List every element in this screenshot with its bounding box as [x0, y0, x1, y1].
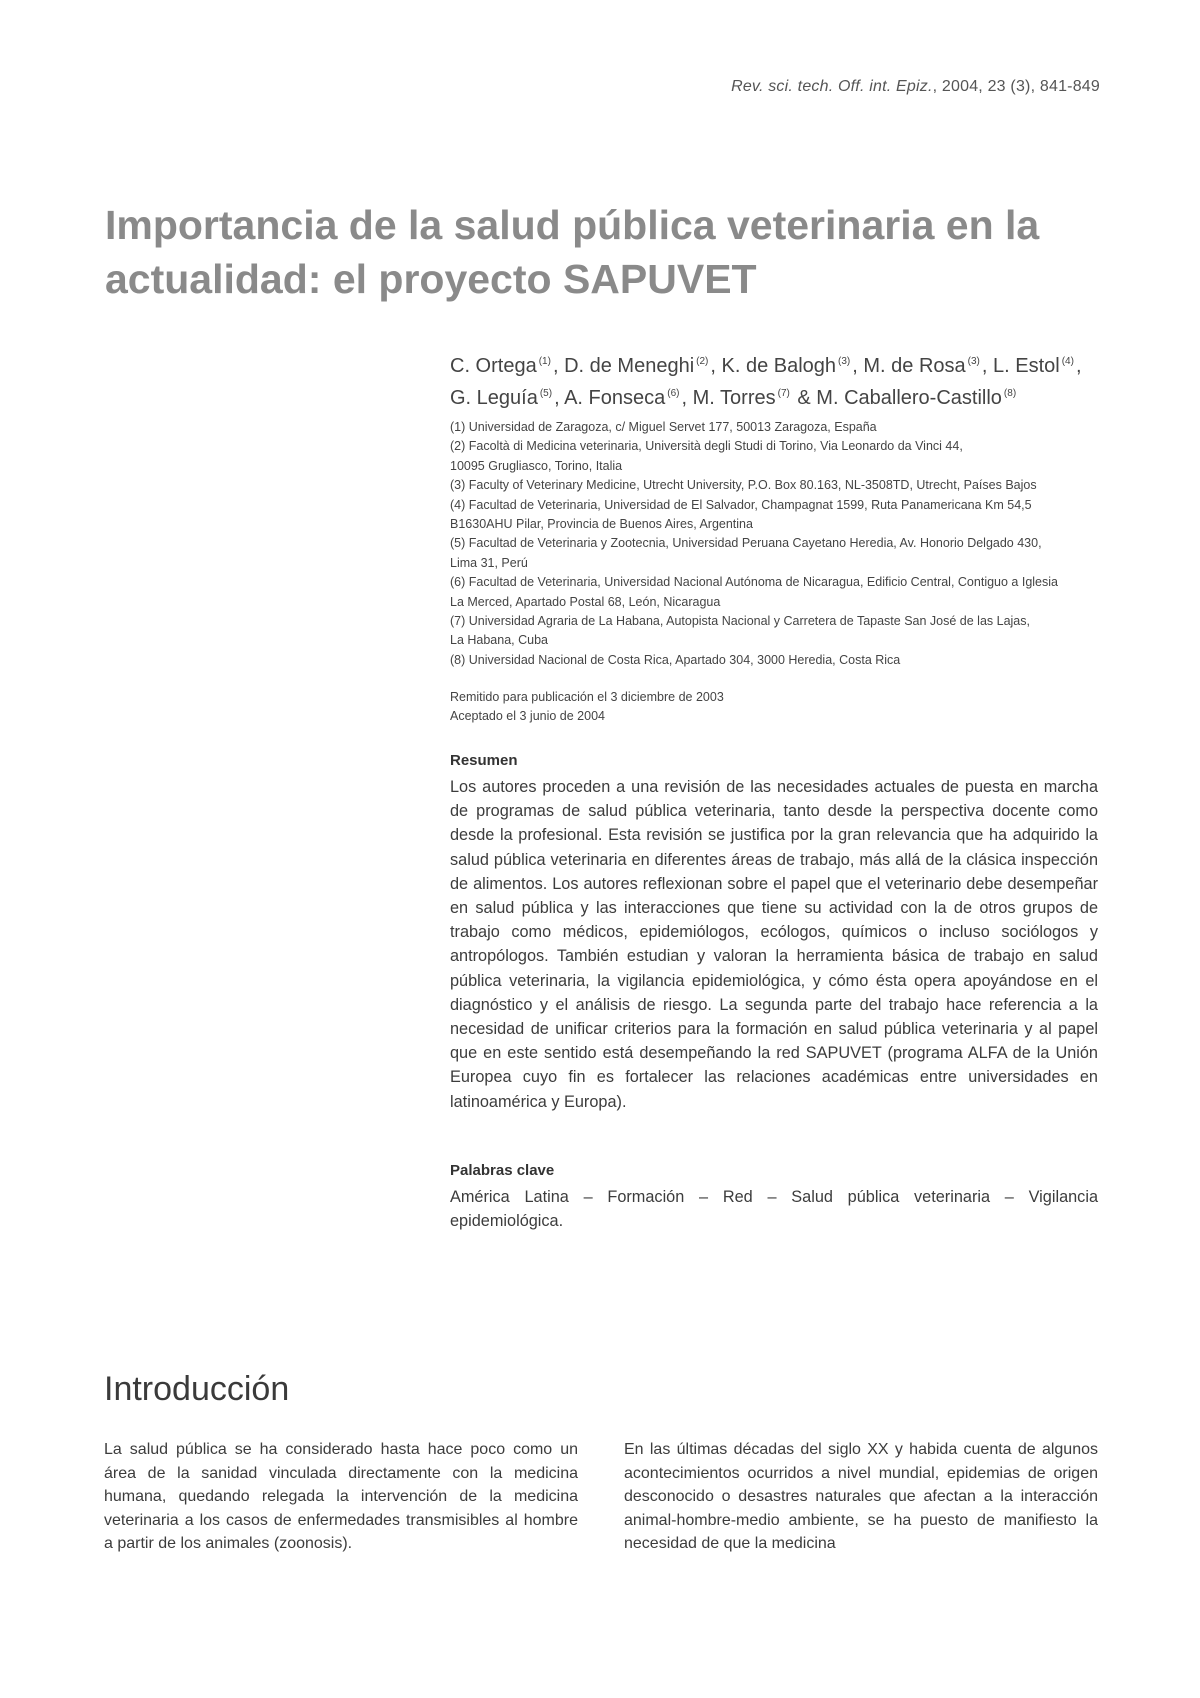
affiliation-line: (5) Facultad de Veterinaria y Zootecnia, Universidad Peruana Cayetano Heredia, Av. Honorio Delgado 430,	[450, 536, 1042, 551]
author-6	[450, 387, 564, 409]
author-9	[816, 387, 1018, 409]
affiliation-line: (1) Universidad de Zaragoza, c/ Miguel Servet 177, 50013 Zaragoza, España	[450, 420, 877, 434]
author-affiliation-mark: (7)	[777, 388, 790, 399]
author-name: M. Torres	[692, 387, 776, 409]
author-affiliation-mark: (5)	[539, 388, 553, 399]
author-name: G. Leguía	[450, 387, 538, 409]
author-affiliation-mark: (6)	[667, 388, 680, 399]
author-separator: ,	[681, 387, 693, 409]
affiliation-line: La Merced, Apartado Postal 68, León, Nicaragua	[450, 594, 721, 609]
author-4	[863, 355, 993, 377]
journal-details: , 2004, 23 (3), 841-849	[932, 78, 1100, 95]
author-affiliation-mark: (2)	[696, 356, 709, 367]
author-separator: ,	[552, 355, 565, 377]
author-separator: &	[791, 387, 817, 409]
author-name: L. Estol	[993, 355, 1060, 377]
affiliation-line: (2) Facoltà di Medicina veterinaria, Università degli Studi di Torino, Via Leonardo da Vinci 44,	[450, 439, 963, 454]
abstract-text: Los autores proceden a una revisión de las necesidades actuales de puesta en marcha de programas de salud pública veterinaria, tanto desde la perspectiva docente como desde la profesional. Esta revisión se justifica por la gran relevancia que ha adquirido la salud pública veterinaria en diferentes áreas de trabajo, más allá de la clásica inspección de alimentos. Los autores reflexionan sobre el papel que el veterinario debe desempeñar en salud pública y las interacciones que tiene su actividad con la de otros grupos de trabajo como médicos, epidemiólogos, ecólogos, químicos o incluso sociólogos y antropólogos. También estudian y valoran la herramienta básica de trabajo en salud pública veterinaria, la vigilancia epidemiológica, y cómo ésta opera apoyándose en el diagnóstico y el análisis de riesgo. La segunda parte del trabajo hace referencia a la necesidad de unificar criterios para la formación en salud pública veterinaria y al papel que en este sentido está desempeñando la red SAPUVET (programa ALFA de la Unión Europea cuyo fin es fortalecer las relaciones académicas entre universidades en latinoamérica y Europa).	[450, 778, 1098, 1111]
keywords-heading: Palabras clave	[450, 1162, 555, 1179]
publication-dates	[450, 688, 1100, 726]
author-separator: ,	[554, 387, 565, 409]
author-7	[564, 387, 693, 409]
author-affiliation-mark: (4)	[1061, 356, 1074, 367]
body-column-right: En las últimas décadas del siglo XX y habida cuenta de algunos acontecimientos ocurridos a nivel mundial, epidemias de origen desconocido o desastres naturales que afectan a la interacción animal-hombre-medio ambiente, se ha puesto de manifiesto la necesidad de que la medicina	[624, 1441, 1098, 1553]
author-affiliation-mark: (3)	[967, 356, 980, 367]
author-separator: ,	[852, 355, 864, 377]
accepted-date: Aceptado el 3 junio de 2004	[450, 709, 605, 723]
affiliation-line: Lima 31, Perú	[450, 555, 528, 570]
affiliation-line: (8) Universidad Nacional de Costa Rica, Apartado 304, 3000 Heredia, Costa Rica	[450, 652, 901, 667]
affiliation-list	[450, 418, 1100, 670]
author-3	[722, 355, 864, 377]
author-8	[693, 387, 817, 409]
affiliation-line: La Habana, Cuba	[450, 633, 548, 648]
article-title: Importancia de la salud pública veterinaria en la actualidad: el proyecto SAPUVET	[105, 202, 1040, 302]
author-separator: ,	[981, 355, 994, 377]
abstract-heading: Resumen	[450, 752, 518, 769]
author-1	[450, 355, 564, 377]
author-list	[450, 348, 1100, 412]
author-separator: ,	[710, 355, 722, 377]
affiliation-line: 10095 Grugliasco, Torino, Italia	[450, 458, 623, 473]
author-name: M. Caballero-Castillo	[816, 387, 1002, 409]
affiliation-line: (7) Universidad Agraria de La Habana, Autopista Nacional y Carretera de Tapaste San José de las Lajas,	[450, 614, 1030, 629]
author-affiliation-mark: (8)	[1003, 388, 1017, 399]
author-name: M. de Rosa	[863, 355, 966, 377]
author-affiliation-mark: (3)	[838, 356, 851, 367]
author-5	[993, 355, 1082, 377]
author-name: A. Fonseca	[564, 387, 666, 409]
body-column-left: La salud pública se ha considerado hasta hace poco como un área de la sanidad vinculada directamente con la medicina humana, quedando relegada la intervención de la medicina veterinaria a los casos de enfermedades transmisibles al hombre a partir de los animales (zoonosis).	[104, 1441, 578, 1553]
keywords-text: América Latina – Formación – Red – Salud pública veterinaria – Vigilancia epidemiológica.	[450, 1188, 1098, 1230]
affiliation-line: B1630AHU Pilar, Provincia de Buenos Aires, Argentina	[450, 517, 753, 532]
affiliation-line: (4) Facultad de Veterinaria, Universidad de El Salvador, Champagnat 1599, Ruta Panamericana Km 54,5	[450, 497, 1032, 512]
journal-reference	[731, 78, 1100, 96]
author-name: D. de Meneghi	[564, 355, 695, 377]
author-separator: ,	[1075, 355, 1082, 377]
affiliation-line: (6) Facultad de Veterinaria, Universidad Nacional Autónoma de Nicaragua, Edificio Central, Contiguo a Iglesia	[450, 575, 1058, 590]
author-name: C. Ortega	[450, 355, 537, 377]
author-name: K. de Balogh	[721, 355, 837, 377]
affiliation-line: (3) Faculty of Veterinary Medicine, Utrecht University, P.O. Box 80.163, NL-3508TD, Utrecht, Países Bajos	[450, 478, 1037, 493]
author-2	[564, 355, 721, 377]
author-affiliation-mark: (1)	[538, 356, 551, 367]
submitted-date: Remitido para publicación el 3 diciembre de 2003	[450, 690, 724, 704]
journal-abbrev: Rev. sci. tech. Off. int. Epiz.	[731, 78, 933, 95]
section-heading-introduction: Introducción	[104, 1370, 290, 1408]
